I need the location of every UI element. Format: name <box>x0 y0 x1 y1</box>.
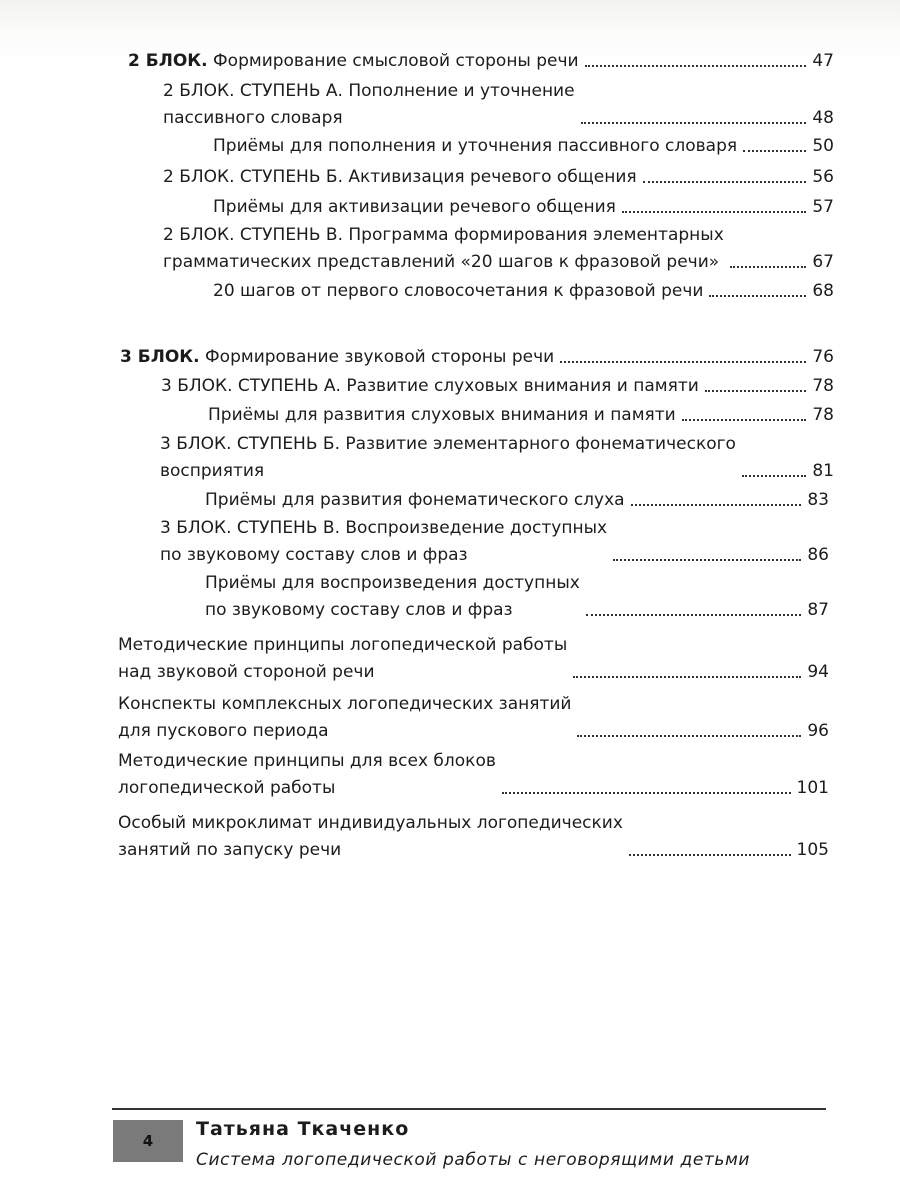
leader-dots <box>682 419 807 421</box>
toc-entry <box>205 487 829 514</box>
toc-entry-label: Формирование смысловой стороны речи <box>207 51 579 71</box>
toc-entry-label: Приёмы для пополнения и уточнения пассивного словаря <box>213 136 738 156</box>
toc-entry-label: Приёмы для воспроизведения доступных по звуковому составу слов и фраз <box>205 573 580 620</box>
toc-page-number: 101 <box>796 778 829 798</box>
toc-entry <box>163 78 834 132</box>
toc-entry-label: 2 БЛОК. СТУПЕНЬ В. Программа формирования элементарных грамматических представлений «20 шагов к фразовой речи» <box>163 225 724 272</box>
leader-dots <box>560 361 806 363</box>
toc-entry-label: Методические принципы логопедической работы над звуковой стороной речи <box>118 635 568 682</box>
leader-dots <box>631 504 802 506</box>
leader-dots <box>586 614 802 616</box>
page-number: 4 <box>142 1132 154 1150</box>
leader-dots <box>643 181 807 183</box>
leader-dots <box>585 65 807 67</box>
toc-entry-label: 3 БЛОК. СТУПЕНЬ Б. Развитие элементарного фонематического восприятия <box>160 434 736 481</box>
toc-page-number: 57 <box>812 197 834 217</box>
toc-entry <box>118 632 829 686</box>
toc-entry-bold-label: 2 БЛОК. <box>128 51 208 71</box>
toc-entry <box>213 194 834 221</box>
page-number-box <box>113 1120 183 1162</box>
book-title: Система логопедической работы с неговорящими детьми <box>196 1150 751 1170</box>
leader-dots <box>730 266 807 268</box>
toc-entry-label: Методические принципы для всех блоков логопедической работы <box>118 751 496 798</box>
toc-page-number: 87 <box>807 600 829 620</box>
toc-entry <box>118 810 829 864</box>
toc-entry-label: Особый микроклимат индивидуальных логопедических занятий по запуску речи <box>118 813 623 860</box>
leader-dots <box>705 390 807 392</box>
toc-entry <box>213 278 834 305</box>
toc-page-number: 78 <box>812 376 834 396</box>
toc-entry-label: Формирование звуковой стороны речи <box>199 347 555 367</box>
leader-dots <box>709 295 806 297</box>
toc-page-number: 48 <box>812 108 834 128</box>
toc-page-number: 76 <box>812 347 834 367</box>
toc-entry <box>118 748 829 802</box>
toc-page-number: 81 <box>812 461 834 481</box>
toc-page-number: 94 <box>807 662 829 682</box>
leader-dots <box>577 735 801 737</box>
leader-dots <box>502 792 791 794</box>
toc-page-number: 86 <box>807 545 829 565</box>
toc-page-number: 67 <box>812 252 834 272</box>
toc-entry-label: Приёмы для развития слуховых внимания и памяти <box>208 405 676 425</box>
toc-entry <box>161 373 834 400</box>
toc-entry <box>160 431 834 485</box>
toc-entry <box>213 133 834 160</box>
toc-page-number: 78 <box>812 405 834 425</box>
toc-entry <box>120 344 834 371</box>
toc-page-number: 68 <box>812 281 834 301</box>
toc-entry <box>208 402 834 429</box>
toc-page-number: 47 <box>812 51 834 71</box>
toc-entry <box>128 48 834 75</box>
toc-entry <box>205 570 829 624</box>
leader-dots <box>573 676 801 678</box>
toc-page-number: 56 <box>812 167 834 187</box>
footer-divider <box>112 1108 826 1110</box>
toc-entry <box>163 222 834 276</box>
toc-page-number: 96 <box>807 721 829 741</box>
toc-entry <box>118 691 829 745</box>
leader-dots <box>622 211 806 213</box>
toc-entry-label: 2 БЛОК. СТУПЕНЬ Б. Активизация речевого общения <box>163 167 637 187</box>
leader-dots <box>629 854 791 856</box>
toc-entry-label: Приёмы для развития фонематического слуха <box>205 490 625 510</box>
toc-entry-label: Конспекты комплексных логопедических занятий для пускового периода <box>118 694 572 741</box>
toc-entry-label: 2 БЛОК. СТУПЕНЬ А. Пополнение и уточнение пассивного словаря <box>163 81 575 128</box>
leader-dots <box>743 150 806 152</box>
toc-entry-label: 20 шагов от первого словосочетания к фразовой речи <box>213 281 704 301</box>
toc-entry <box>160 515 829 569</box>
toc-page-number: 83 <box>807 490 829 510</box>
toc-entry-label: 3 БЛОК. СТУПЕНЬ А. Развитие слуховых внимания и памяти <box>161 376 699 396</box>
toc-page-number: 105 <box>796 840 829 860</box>
toc-entry <box>163 164 834 191</box>
leader-dots <box>581 122 807 124</box>
author-name: Татьяна Ткаченко <box>196 1118 410 1140</box>
leader-dots <box>742 475 806 477</box>
leader-dots <box>613 559 801 561</box>
toc-page-number: 50 <box>812 136 834 156</box>
toc-entry-label: Приёмы для активизации речевого общения <box>213 197 616 217</box>
toc-entry-bold-label: 3 БЛОК. <box>120 347 200 367</box>
toc-entry-label: 3 БЛОК. СТУПЕНЬ В. Воспроизведение доступных по звуковому составу слов и фраз <box>160 518 608 565</box>
